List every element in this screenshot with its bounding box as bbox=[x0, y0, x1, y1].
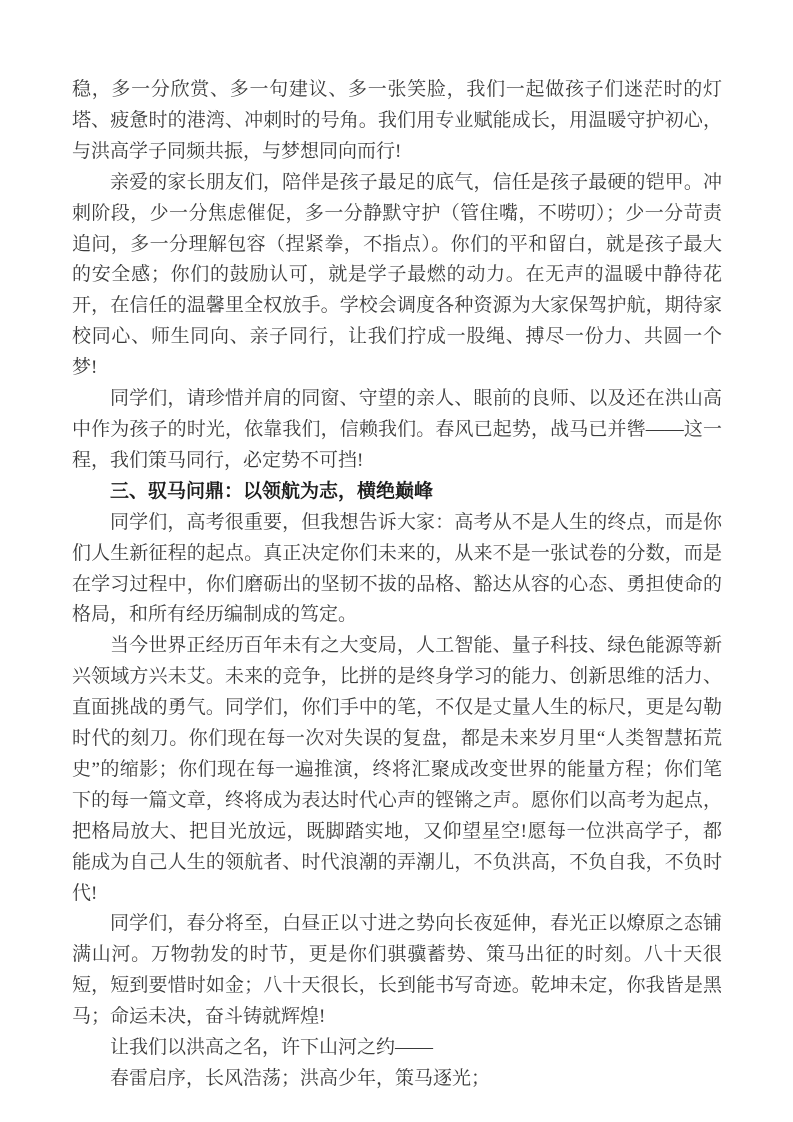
paragraph-parents-address: 亲爱的家长朋友们，陪伴是孩子最足的底气，信任是孩子最硬的铠甲。冲刺阶段，少一分焦虑催促，多一分静默守护（管住嘴，不唠叨）；少一分苛责追问，多一分理解包容（捏紧拳，不指点）。你们的平和留白，就是孩子最大的安全感；你们的鼓励认可，就是学子最燃的动力。在无声的温暖中静待花开，在信任的温馨里全权放手。学校会调度各种资源为大家保驾护航，期待家校同心、师生同向、亲子同行，让我们拧成一股绳、搏尽一份力、共圆一个梦! bbox=[72, 171, 722, 379]
paragraph-students-cherish: 同学们，请珍惜并肩的同窗、守望的亲人、眼前的良师、以及还在洪山高中作为孩子的时光，依靠我们，信赖我们。春风已起势，战马已并辔——这一程，我们策马同行，必定势不可挡! bbox=[72, 388, 722, 471]
paragraph-pledge-intro: 让我们以洪高之名，许下山河之约—— bbox=[110, 1037, 434, 1059]
paragraph-gaokao-not-endpoint: 同学们，高考很重要，但我想告诉大家：高考从不是人生的终点，而是你们人生新征程的起点。真正决定你们未来的，从来不是一张试卷的分数，而是在学习过程中，你们磨砺出的坚韧不拔的品格、豁达从容的心态、勇担使命的格局，和所有经历编制成的笃定。 bbox=[72, 511, 722, 626]
paragraph-world-changes: 当今世界正经历百年未有之大变局，人工智能、量子科技、绿色能源等新兴领域方兴未艾。未来的竞争，比拼的是终身学习的能力、创新思维的活力、直面挑战的勇气。同学们，你们手中的笔，不仅是丈量人生的标尺，更是勾勒时代的刻刀。你们现在每一次对失误的复盘，都是未来岁月里“人类智慧拓荒史”的缩影；你们现在每一遍推演，终将汇聚成改变世界的能量方程；你们笔下的每一篇文章，终将成为表达时代心声的铿锵之声。愿你们以高考为起点，把格局放大、把目光放远，既脚踏实地，又仰望星空!愿每一位洪高学子，都能成为自己人生的领航者、时代浪潮的弄潮儿，不负洪高，不负自我，不负时代! bbox=[72, 635, 722, 904]
paragraph-spring-equinox: 同学们，春分将至，白昼正以寸进之势向长夜延伸，春光正以燎原之态铺满山河。万物勃发的时节，更是你们骐骥蓄势、策马出征的时刻。八十天很短，短到要惜时如金；八十天很长，长到能书写奇迹。乾坤未定，你我皆是黑马；命运未决，奋斗铸就辉煌! bbox=[72, 913, 722, 1028]
paragraph-continuation: 稳，多一分欣赏、多一句建议、多一张笑脸，我们一起做孩子们迷茫时的灯塔、疲惫时的港湾、冲刺时的号角。我们用专业赋能成长，用温暖守护初心，与洪高学子同频共振，与梦想同向而行! bbox=[72, 79, 722, 162]
paragraph-pledge-verse: 春雷启序，长风浩荡；洪高少年，策马逐光； bbox=[110, 1068, 491, 1089]
section-heading: 三、驭马问鼎：以领航为志，横绝巅峰 bbox=[110, 480, 434, 502]
